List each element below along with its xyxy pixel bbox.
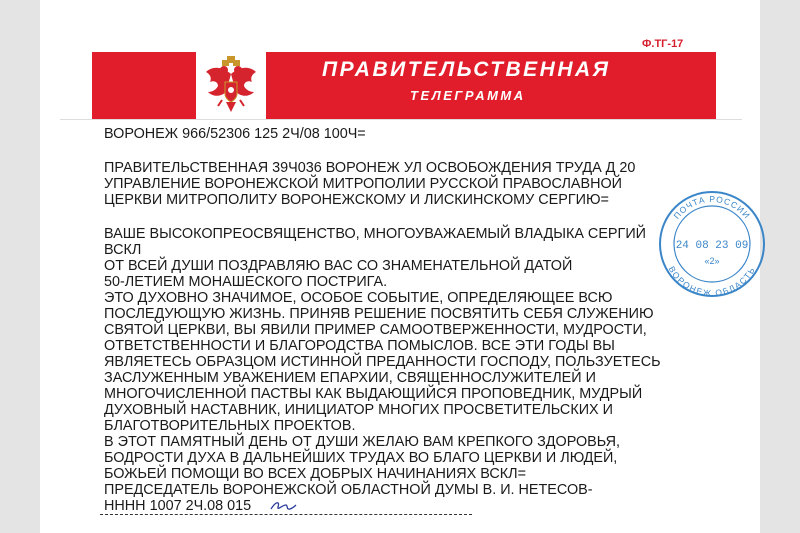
telegram-line: ВОРОНЕЖ 966/52306 125 2Ч/08 100Ч= [104, 126, 366, 142]
telegram-line: БОЖЬЕЙ ПОМОЩИ ВО ВСЕХ ДОБРЫХ НАЧИНАНИЯХ ВСКЛ= [104, 466, 526, 482]
telegram-line: ЗАСЛУЖЕННЫМ УВАЖЕНИЕМ ЕПАРХИИ, СВЯЩЕННОСЛУЖИТЕЛЕЙ И [104, 370, 596, 386]
telegram-line: СВЯТОЙ ЦЕРКВИ, ВЫ ЯВИЛИ ПРИМЕР САМООТВЕРЖЕННОСТИ, МУДРОСТИ, [104, 322, 647, 338]
stamp-top-text: ПОЧТА РОССИИ [671, 193, 753, 221]
postal-stamp [650, 182, 770, 302]
form-code: Ф.ТГ-17 [642, 38, 684, 50]
telegram-line: ПРЕДСЕДАТЕЛЬ ВОРОНЕЖСКОЙ ОБЛАСТНОЙ ДУМЫ В. И. НЕТЕСОВ- [104, 482, 593, 498]
stamp-bottom-text: ВОРОНЕЖ ОБЛАСТЬ [666, 264, 758, 299]
stamp-date: 24 08 23 09 [675, 240, 749, 252]
telegram-line: БОДРОСТИ ДУХА В ДАЛЬНЕЙШИХ ТРУДАХ ВО БЛАГО ЦЕРКВИ И ЛЮДЕЙ, [104, 450, 618, 466]
telegram-line: ПРАВИТЕЛЬСТВЕННАЯ 39Ч036 ВОРОНЕЖ УЛ ОСВОБОЖДЕНИЯ ТРУДА Д 20 [104, 160, 636, 176]
telegram-line: ПОСЛЕДУЮЩУЮ ЖИЗНЬ. ПРИНЯВ РЕШЕНИЕ ПОСВЯТИТЬ СЕБЯ СЛУЖЕНИЮ [104, 306, 654, 322]
coat-of-arms-icon [196, 52, 266, 120]
stamp-sub: «2» [704, 256, 720, 266]
telegram-line: ВАШЕ ВЫСОКОПРЕОСВЯЩЕНСТВО, МНОГОУВАЖАЕМЫЙ ВЛАДЫКА СЕРГИЙ [104, 226, 647, 242]
telegram-line: ВСКЛ [104, 242, 142, 258]
telegram-line: ЦЕРКВИ МИТРОПОЛИТУ ВОРОНЕЖСКОМУ И ЛИСКИНСКОМУ СЕРГИЮ= [104, 192, 609, 208]
telegram-line: ОТ ВСЕЙ ДУШИ ПОЗДРАВЛЯЮ ВАС СО ЗНАМЕНАТЕЛЬНОЙ ДАТОЙ [104, 258, 573, 274]
telegram-line: ЯВЛЯЕТЕСЬ ОБРАЗЦОМ ИСТИННОЙ ПРЕДАННОСТИ ГОСПОДУ, ПОЛЬЗУЕТЕСЬ [104, 354, 661, 370]
banner-title: ПРАВИТЕЛЬСТВЕННАЯ [322, 58, 611, 81]
signature-mark [268, 497, 298, 515]
telegram-line: УПРАВЛЕНИЕ ВОРОНЕЖСКОЙ МИТРОПОЛИИ РУССКОЙ ПРАВОСЛАВНОЙ [104, 176, 623, 192]
dashed-separator [100, 514, 472, 515]
telegram-line: БЛАГОТВОРИТЕЛЬНЫХ ПРОЕКТОВ. [104, 418, 356, 434]
svg-text:ВОРОНЕЖ ОБЛАСТЬ [667, 264, 758, 298]
telegram-line: ОТВЕТСТВЕННОСТИ И БЛАГОРОДСТВА ПОМЫСЛОВ. ВСЕ ЭТИ ГОДЫ ВЫ [104, 338, 615, 354]
telegram-line: В ЭТОТ ПАМЯТНЫЙ ДЕНЬ ОТ ДУШИ ЖЕЛАЮ ВАМ КРЕПКОГО ЗДОРОВЬЯ, [104, 434, 620, 450]
banner-subtitle: ТЕЛЕГРАММА [410, 88, 526, 103]
telegram-line: МНОГОЧИСЛЕННОЙ ПАСТВЫ КАК ВЫДАЮЩИЙСЯ ПРОПОВЕДНИК, МУДРЫЙ [104, 386, 643, 402]
telegram-line: 50-ЛЕТИЕМ МОНАШЕСКОГО ПОСТРИГА. [104, 274, 388, 290]
telegram-line: НННН 1007 2Ч.08 015 [104, 498, 252, 514]
svg-text:ПОЧТА РОССИИ [672, 194, 753, 221]
telegram-line: ДУХОВНЫЙ НАСТАВНИК, ИНИЦИАТОР МНОГИХ ПРОСВЕТИТЕЛЬСКИХ И [104, 402, 613, 418]
telegram-line: ЭТО ДУХОВНО ЗНАЧИМОЕ, ОСОБОЕ СОБЫТИЕ, ОПРЕДЕЛЯЮЩЕЕ ВСЮ [104, 290, 613, 306]
